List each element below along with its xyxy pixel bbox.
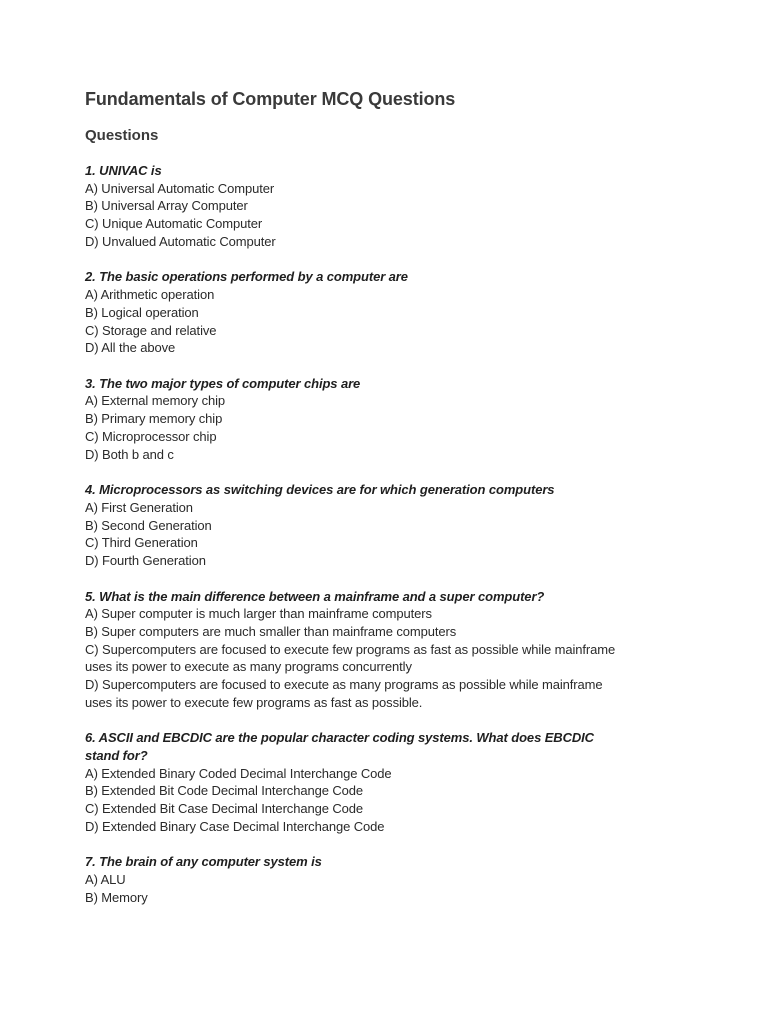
answer-option: A) Super computer is much larger than mainframe computers <box>85 606 432 622</box>
answer-option: C) Third Generation <box>85 535 198 551</box>
answer-option: C) Storage and relative <box>85 322 217 338</box>
question-block <box>85 162 625 251</box>
answer-option: C) Supercomputers are focused to execute few programs as fast as possible while mainframe uses its power to execute as many programs concurrently <box>85 641 616 675</box>
answer-option: A) Extended Binary Coded Decimal Interchange Code <box>85 765 392 781</box>
question-text: 4. Microprocessors as switching devices are for which generation computers <box>85 482 555 498</box>
question-text: 5. What is the main difference between a mainframe and a super computer? <box>85 588 545 604</box>
question-block <box>85 481 625 570</box>
answer-option: B) Primary memory chip <box>85 411 223 427</box>
question-block <box>85 268 625 357</box>
answer-option: B) Super computers are much smaller than mainframe computers <box>85 623 457 639</box>
document-title: Fundamentals of Computer MCQ Questions <box>85 89 456 109</box>
question-block <box>85 853 625 906</box>
question-text: 3. The two major types of computer chips are <box>85 375 361 391</box>
question-block <box>85 729 625 835</box>
answer-option: D) Fourth Generation <box>85 553 206 569</box>
answer-option: A) Universal Automatic Computer <box>85 180 275 196</box>
section-heading: Questions <box>85 127 159 144</box>
answer-option: C) Microprocessor chip <box>85 428 217 444</box>
answer-option: D) Extended Binary Case Decimal Interchange Code <box>85 819 385 835</box>
document-page <box>85 86 625 924</box>
questions-list <box>85 162 625 907</box>
answer-option: B) Logical operation <box>85 304 199 320</box>
answer-option: A) External memory chip <box>85 393 226 409</box>
answer-option: D) Supercomputers are focused to execute as many programs as possible while mainframe uses its power to execute few programs as fast as possible. <box>85 677 603 711</box>
question-text: 6. ASCII and EBCDIC are the popular character coding systems. What does EBCDIC stand for? <box>85 730 594 764</box>
answer-option: C) Extended Bit Case Decimal Interchange Code <box>85 801 364 817</box>
answer-option: A) First Generation <box>85 499 193 515</box>
answer-option: A) ALU <box>85 872 126 888</box>
answer-option: B) Extended Bit Code Decimal Interchange Code <box>85 783 364 799</box>
question-text: 2. The basic operations performed by a computer are <box>85 269 408 285</box>
answer-option: B) Memory <box>85 889 148 905</box>
answer-option: C) Unique Automatic Computer <box>85 216 263 232</box>
question-text: 1. UNIVAC is <box>85 163 162 178</box>
question-block <box>85 588 625 712</box>
question-text: 7. The brain of any computer system is <box>85 854 322 870</box>
answer-option: A) Arithmetic operation <box>85 286 215 302</box>
answer-option: B) Second Generation <box>85 517 212 533</box>
question-block <box>85 375 625 464</box>
answer-option: D) Both b and c <box>85 446 174 462</box>
answer-option: D) Unvalued Automatic Computer <box>85 233 276 249</box>
answer-option: B) Universal Array Computer <box>85 198 248 214</box>
answer-option: D) All the above <box>85 340 176 356</box>
